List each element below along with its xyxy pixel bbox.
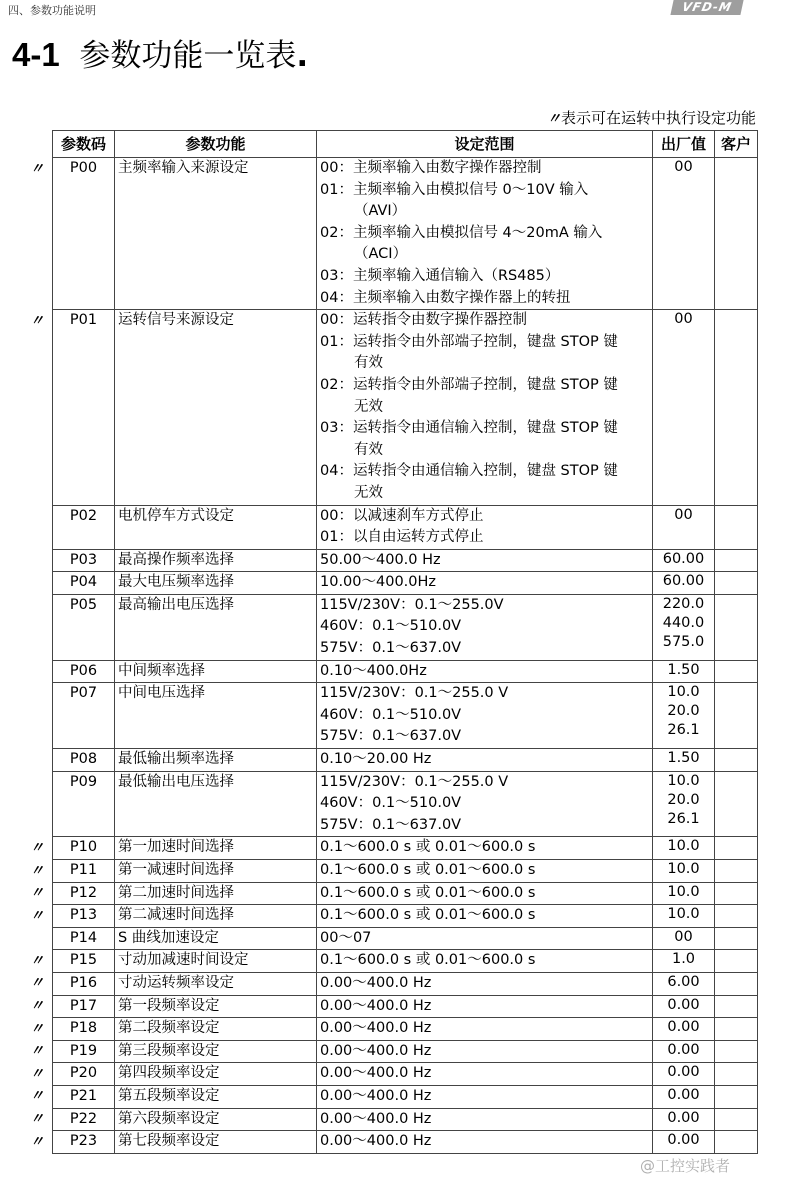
param-range: [317, 1108, 653, 1131]
param-function: 最高操作频率选择: [115, 549, 317, 572]
param-customer: [715, 771, 758, 837]
table-row: [53, 594, 758, 660]
param-function: 第二加速时间选择: [115, 882, 317, 905]
param-default: [653, 1040, 715, 1063]
range-line: 00：以减速刹车方式停止: [320, 507, 484, 524]
range-line: 460V：0.1～510.0V: [320, 706, 462, 723]
range-line: 0.00～400.0 Hz: [320, 1110, 432, 1127]
param-customer: [715, 1108, 758, 1131]
param-code: P17: [53, 995, 115, 1018]
param-customer: [715, 972, 758, 995]
default-value: 60.00: [662, 550, 705, 567]
param-range: [317, 660, 653, 683]
range-line: 03：主频率输入通信输入（RS485）: [320, 267, 560, 284]
param-code: P13: [53, 905, 115, 928]
range-line: 04：运转指令由通信输入控制，键盘 STOP 键: [320, 463, 618, 480]
default-value: 60.00: [662, 573, 705, 590]
param-customer: [715, 950, 758, 973]
param-function: 最低输出频率选择: [115, 749, 317, 772]
default-value: 10.0: [667, 684, 700, 701]
param-customer: [715, 1085, 758, 1108]
param-code: P01: [53, 310, 115, 505]
range-line: 50.00～400.0 Hz: [320, 551, 441, 568]
range-line: 0.1～600.0 s 或 0.01～600.0 s: [320, 952, 536, 969]
range-line: 无效: [354, 484, 383, 501]
param-customer: [715, 310, 758, 505]
param-customer: [715, 995, 758, 1018]
runtime-mark-icon: 〃: [30, 1065, 44, 1082]
range-line: 00：主频率输入由数字操作器控制: [320, 160, 542, 176]
section-header: 四、参数功能说明: [8, 4, 96, 17]
default-value: 220.0: [662, 595, 705, 612]
param-code: P09: [53, 771, 115, 837]
default-value: 10.0: [667, 883, 700, 900]
param-customer: [715, 837, 758, 860]
range-line: 10.00～400.0Hz: [320, 574, 437, 591]
runtime-mark-icon: 〃: [30, 839, 44, 856]
runtime-mark-icon: 〃: [30, 1020, 44, 1037]
param-customer: [715, 158, 758, 310]
page-title: [12, 34, 308, 77]
range-line: 0.1～600.0 s 或 0.01～600.0 s: [320, 884, 536, 901]
range-line: 有效: [354, 441, 383, 458]
param-range: [317, 771, 653, 837]
table-row: [53, 995, 758, 1018]
param-default: [653, 1131, 715, 1154]
param-default: [653, 950, 715, 973]
default-value: 0.00: [667, 1132, 700, 1149]
runtime-mark-icon: 〃: [30, 907, 44, 924]
range-line: 01：主频率输入由模拟信号 0～10V 输入: [320, 181, 589, 198]
range-line: 575V：0.1～637.0V: [320, 728, 462, 745]
param-default: [653, 860, 715, 883]
table-row: [53, 549, 758, 572]
param-customer: [715, 1131, 758, 1154]
default-value: 440.0: [662, 614, 705, 631]
param-default: [653, 837, 715, 860]
param-range: [317, 158, 653, 310]
param-code: P03: [53, 549, 115, 572]
range-line: 无效: [354, 398, 383, 415]
runtime-mark-icon: 〃: [30, 885, 44, 902]
table-row: [53, 972, 758, 995]
param-customer: [715, 1063, 758, 1086]
param-default: [653, 1085, 715, 1108]
param-default: [653, 905, 715, 928]
table-row: [53, 683, 758, 749]
range-line: 0.00～400.0 Hz: [320, 997, 432, 1014]
range-line: 0.00～400.0 Hz: [320, 974, 432, 991]
param-function: 第四段频率设定: [115, 1063, 317, 1086]
param-default: [653, 683, 715, 749]
runtime-mark-icon: 〃: [30, 312, 44, 329]
default-value: 0.00: [667, 1086, 700, 1103]
param-code: P18: [53, 1018, 115, 1041]
param-function: 第三段频率设定: [115, 1040, 317, 1063]
param-function: 运转信号来源设定: [115, 310, 317, 505]
default-value: 0.00: [667, 1019, 700, 1036]
param-function: 第一减速时间选择: [115, 860, 317, 883]
table-row: [53, 882, 758, 905]
range-line: 460V：0.1～510.0V: [320, 795, 462, 812]
param-customer: [715, 882, 758, 905]
range-line: 00～07: [320, 929, 372, 946]
param-code: P14: [53, 927, 115, 950]
default-value: 00: [674, 506, 693, 523]
param-range: [317, 860, 653, 883]
param-range: [317, 1085, 653, 1108]
range-line: 0.1～600.0 s 或 0.01～600.0 s: [320, 907, 536, 924]
param-default: [653, 1108, 715, 1131]
param-range: [317, 995, 653, 1018]
param-customer: [715, 594, 758, 660]
param-function: 第二减速时间选择: [115, 905, 317, 928]
param-code: P02: [53, 505, 115, 549]
table-row: [53, 158, 758, 310]
param-code: P00: [53, 158, 115, 310]
param-customer: [715, 1018, 758, 1041]
table-row: [53, 1018, 758, 1041]
table-row: [53, 1131, 758, 1154]
param-function: 第一加速时间选择: [115, 837, 317, 860]
table-row: [53, 749, 758, 772]
param-customer: [715, 749, 758, 772]
param-range: [317, 572, 653, 595]
param-function: 最低输出电压选择: [115, 771, 317, 837]
runtime-mark-icon: 〃: [30, 160, 44, 177]
default-value: 00: [674, 311, 693, 328]
range-line: 575V：0.1～637.0V: [320, 816, 462, 833]
param-range: [317, 837, 653, 860]
param-range: [317, 1131, 653, 1154]
range-line: 00：运转指令由数字操作器控制: [320, 312, 527, 329]
table-row: [53, 1040, 758, 1063]
param-code: P22: [53, 1108, 115, 1131]
table-row: [53, 660, 758, 683]
runtime-mark-icon: 〃: [30, 1043, 44, 1060]
default-value: 10.0: [667, 838, 700, 855]
param-default: [653, 594, 715, 660]
param-range: [317, 310, 653, 505]
runtime-mark-icon: 〃: [30, 952, 44, 969]
header-customer: 客户: [715, 131, 758, 158]
runtime-mark-icon: 〃: [546, 111, 561, 127]
range-line: （AVI）: [354, 203, 407, 220]
table-row: [53, 837, 758, 860]
default-value: 00: [674, 928, 693, 945]
param-code: P08: [53, 749, 115, 772]
range-line: 115V/230V：0.1～255.0 V: [320, 773, 509, 790]
header-default: 出厂值: [653, 131, 715, 158]
default-value: 10.0: [667, 861, 700, 877]
legend-text: 表示可在运转中执行设定功能: [560, 109, 756, 127]
param-customer: [715, 1040, 758, 1063]
param-code: P21: [53, 1085, 115, 1108]
param-function: 中间频率选择: [115, 660, 317, 683]
default-value: 0.00: [667, 1041, 700, 1058]
param-range: [317, 1040, 653, 1063]
range-line: 有效: [354, 355, 383, 372]
range-line: （ACI）: [354, 246, 408, 263]
runtime-mark-icon: 〃: [30, 1111, 44, 1128]
param-default: [653, 882, 715, 905]
default-value: 6.00: [667, 973, 700, 990]
range-line: 01：运转指令由外部端子控制，键盘 STOP 键: [320, 333, 618, 350]
param-default: [653, 310, 715, 505]
range-line: 03：运转指令由通信输入控制，键盘 STOP 键: [320, 420, 618, 437]
param-range: [317, 549, 653, 572]
param-range: [317, 594, 653, 660]
default-value: 0.00: [667, 1064, 700, 1081]
param-code: P23: [53, 1131, 115, 1154]
param-customer: [715, 660, 758, 683]
param-default: [653, 972, 715, 995]
param-customer: [715, 505, 758, 549]
param-code: P10: [53, 837, 115, 860]
param-code: P19: [53, 1040, 115, 1063]
param-default: [653, 995, 715, 1018]
watermark: @工控实践者: [640, 1157, 731, 1175]
param-range: [317, 972, 653, 995]
range-line: 0.1～600.0 s 或 0.01～600.0 s: [320, 862, 536, 878]
title-text: 参数功能一览表: [79, 38, 297, 74]
param-default: [653, 158, 715, 310]
default-value: 26.1: [667, 722, 700, 739]
param-range: [317, 1018, 653, 1041]
range-line: 0.10～20.00 Hz: [320, 751, 432, 768]
range-line: 460V：0.1～510.0V: [320, 618, 462, 635]
default-value: 20.0: [667, 703, 700, 720]
range-line: 0.00～400.0 Hz: [320, 1133, 432, 1150]
param-customer: [715, 683, 758, 749]
default-value: 26.1: [667, 810, 700, 827]
param-default: [653, 572, 715, 595]
param-function: 寸动运转频率设定: [115, 972, 317, 995]
default-value: 10.0: [667, 772, 700, 789]
param-customer: [715, 927, 758, 950]
param-default: [653, 927, 715, 950]
param-default: [653, 549, 715, 572]
range-line: 0.1～600.0 s 或 0.01～600.0 s: [320, 839, 536, 856]
param-function: 寸动加减速时间设定: [115, 950, 317, 973]
param-default: [653, 749, 715, 772]
default-value: 1.50: [667, 750, 700, 767]
table-row: [53, 1085, 758, 1108]
header-function: 参数功能: [115, 131, 317, 158]
range-line: 0.10～400.0Hz: [320, 662, 427, 679]
table-header-row: [53, 131, 758, 158]
header-range: 设定范围: [317, 131, 653, 158]
range-line: 0.00～400.0 Hz: [320, 1042, 432, 1059]
param-default: [653, 1018, 715, 1041]
param-range: [317, 882, 653, 905]
range-line: 115V/230V：0.1～255.0 V: [320, 685, 509, 702]
runtime-mark-icon: 〃: [30, 998, 44, 1015]
param-range: [317, 683, 653, 749]
range-line: 0.00～400.0 Hz: [320, 1087, 432, 1104]
param-range: [317, 950, 653, 973]
table-row: [53, 905, 758, 928]
runtime-mark-icon: 〃: [30, 862, 44, 879]
runtime-legend: [547, 107, 756, 128]
param-default: [653, 660, 715, 683]
param-code: P04: [53, 572, 115, 595]
param-function: 电机停车方式设定: [115, 505, 317, 549]
param-function: 第一段频率设定: [115, 995, 317, 1018]
default-value: 0.00: [667, 1109, 700, 1126]
param-customer: [715, 860, 758, 883]
table-row: [53, 771, 758, 837]
brand-logo: VFD-M: [670, 0, 743, 15]
range-line: 575V：0.1～637.0V: [320, 640, 462, 657]
default-value: 1.50: [667, 661, 700, 678]
param-range: [317, 1063, 653, 1086]
header-code: 参数码: [53, 131, 115, 158]
default-value: 00: [674, 159, 693, 175]
param-code: P20: [53, 1063, 115, 1086]
param-code: P06: [53, 660, 115, 683]
param-code: P11: [53, 860, 115, 883]
default-value: 10.0: [667, 906, 700, 923]
runtime-mark-icon: 〃: [30, 1133, 44, 1150]
param-code: P07: [53, 683, 115, 749]
param-default: [653, 505, 715, 549]
param-function: 第六段频率设定: [115, 1108, 317, 1131]
runtime-mark-icon: 〃: [30, 1088, 44, 1105]
param-code: P05: [53, 594, 115, 660]
param-range: [317, 749, 653, 772]
param-range: [317, 927, 653, 950]
param-function: S 曲线加速设定: [115, 927, 317, 950]
table-row: [53, 860, 758, 883]
title-number: 4-1: [12, 36, 60, 73]
param-range: [317, 905, 653, 928]
table-row: [53, 310, 758, 505]
runtime-mark-icon: 〃: [30, 975, 44, 992]
param-customer: [715, 905, 758, 928]
param-default: [653, 1063, 715, 1086]
param-function: 中间电压选择: [115, 683, 317, 749]
table-row: [53, 1063, 758, 1086]
default-value: 575.0: [662, 633, 705, 650]
param-function: 第二段频率设定: [115, 1018, 317, 1041]
table-body: [53, 158, 758, 1154]
table-row: [53, 572, 758, 595]
range-line: 0.00～400.0 Hz: [320, 1020, 432, 1037]
default-value: 0.00: [667, 996, 700, 1013]
param-code: P12: [53, 882, 115, 905]
table-row: [53, 505, 758, 549]
param-customer: [715, 572, 758, 595]
param-function: 主频率输入来源设定: [115, 158, 317, 310]
table-row: [53, 950, 758, 973]
default-value: 20.0: [667, 791, 700, 808]
range-line: 04：主频率输入由数字操作器上的转扭: [320, 289, 571, 306]
param-function: 最大电压频率选择: [115, 572, 317, 595]
range-line: 0.00～400.0 Hz: [320, 1065, 432, 1082]
param-function: 最高输出电压选择: [115, 594, 317, 660]
param-code: P15: [53, 950, 115, 973]
param-function: 第五段频率设定: [115, 1085, 317, 1108]
param-default: [653, 771, 715, 837]
title-suffix: .: [296, 38, 309, 74]
param-customer: [715, 549, 758, 572]
default-value: 1.0: [671, 951, 696, 968]
range-line: 01：以自由运转方式停止: [320, 529, 484, 546]
param-code: P16: [53, 972, 115, 995]
param-range: [317, 505, 653, 549]
range-line: 02：主频率输入由模拟信号 4～20mA 输入: [320, 224, 603, 241]
table-row: [53, 1108, 758, 1131]
range-line: 115V/230V：0.1～255.0V: [320, 596, 504, 613]
param-function: 第七段频率设定: [115, 1131, 317, 1154]
parameter-table: [52, 130, 758, 1154]
range-line: 02：运转指令由外部端子控制，键盘 STOP 键: [320, 376, 618, 393]
table-row: [53, 927, 758, 950]
